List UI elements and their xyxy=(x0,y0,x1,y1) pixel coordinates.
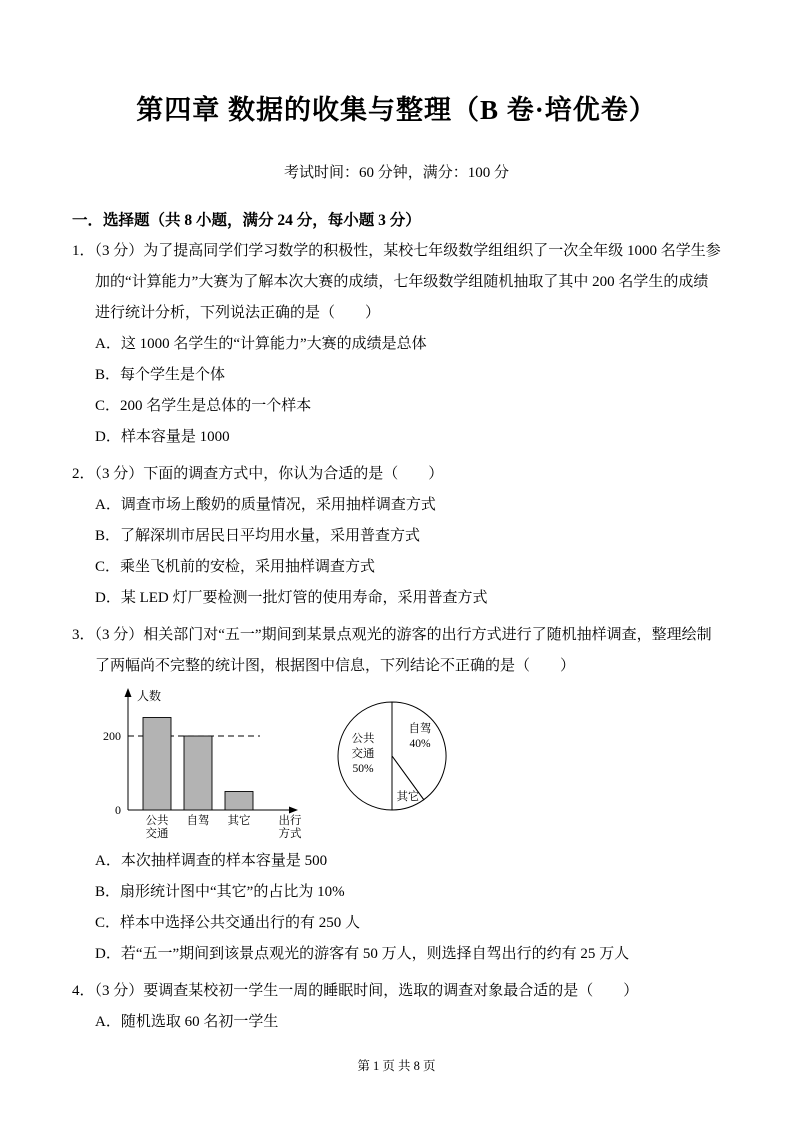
y-axis-arrow-icon xyxy=(125,688,132,697)
pie-chart xyxy=(330,692,462,820)
question-2 xyxy=(72,459,721,614)
question-2-text: 2．（3 分）下面的调查方式中，你认为合适的是（ ） xyxy=(72,466,444,482)
x-axis-title: 出行 xyxy=(278,815,302,827)
question-1-option-c: C．200 名学生是总体的一个样本 xyxy=(95,398,312,414)
document-content xyxy=(0,88,793,1038)
exam-info: 考试时间：60 分钟，满分：100 分 xyxy=(283,165,509,181)
question-3-option-c: C．样本中选择公共交通出行的有 250 人 xyxy=(95,915,361,931)
question-4 xyxy=(72,976,721,1038)
bar xyxy=(143,718,171,811)
question-1 xyxy=(72,236,721,453)
pie-slice-label: 其它 xyxy=(396,791,420,803)
bar xyxy=(184,736,212,810)
bar xyxy=(225,792,253,811)
y-tick-label: 200 xyxy=(103,729,121,743)
question-3-option-b: B．扇形统计图中“其它”的占比为 10% xyxy=(95,884,345,900)
y-axis-title: 人数 xyxy=(137,689,162,703)
bar-category-label: 自驾 xyxy=(186,815,210,827)
bar-category-label: 其它 xyxy=(227,815,251,827)
pie-slice-label: 自驾 xyxy=(408,723,432,735)
question-2-option-b: B．了解深圳市居民日平均用水量，采用普查方式 xyxy=(95,528,421,544)
pie-slice-label: 50% xyxy=(352,763,374,775)
x-axis-arrow-icon xyxy=(289,807,298,814)
origin-tick-label: 0 xyxy=(115,803,121,817)
question-1-option-b: B．每个学生是个体 xyxy=(95,367,226,383)
question-3-option-a: A．本次抽样调查的样本容量是 500 xyxy=(95,853,328,869)
question-2-option-d: D．某 LED 灯厂要检测一批灯管的使用寿命，采用普查方式 xyxy=(95,590,488,606)
pie-slice-label: 公共 xyxy=(351,733,375,745)
question-1-text: 1．（3 分）为了提高同学们学习数学的积极性，某校七年级数学组组织了一次全年级 1000 名学生参加的“计算能力”大赛为了解本次大赛的成绩，七年级数学组随机抽取了其中 200 名学生的成绩进行统计分析，下列说法正确的是（ ） xyxy=(72,243,721,321)
x-axis-title: 方式 xyxy=(278,828,302,840)
question-3-option-d: D．若“五一”期间到该景点观光的游客有 50 万人，则选择自驾出行的约有 25 万人 xyxy=(95,946,630,962)
pie-slice-label: 交通 xyxy=(351,748,375,760)
page-title: 第四章 数据的收集与整理（B 卷·培优卷） xyxy=(136,95,657,125)
bar-chart xyxy=(88,686,314,844)
page-footer: 第 1 页 共 8 页 xyxy=(357,1059,436,1073)
question-1-option-a: A．这 1000 名学生的“计算能力”大赛的成绩是总体 xyxy=(95,336,427,352)
bar-category-label: 公共 xyxy=(145,815,169,827)
pie-slice-label: 40% xyxy=(409,738,431,750)
question-3 xyxy=(72,620,721,970)
question-4-option-a: A．随机选取 60 名初一学生 xyxy=(95,1014,279,1030)
section-heading: 一．选择题（共 8 小题，满分 24 分，每小题 3 分） xyxy=(72,212,421,229)
question-3-figures xyxy=(88,686,721,844)
question-4-text: 4．（3 分）要调查某校初一学生一周的睡眠时间，选取的调查对象最合适的是（ ） xyxy=(72,983,639,999)
question-2-option-c: C．乘坐飞机前的安检，采用抽样调查方式 xyxy=(95,559,376,575)
question-1-option-d: D．样本容量是 1000 xyxy=(95,429,230,445)
question-3-text: 3．（3 分）相关部门对“五一”期间到某景点观光的游客的出行方式进行了随机抽样调查，整理绘制了两幅尚不完整的统计图，根据图中信息，下列结论不正确的是（ ） xyxy=(72,627,712,674)
bar-category-label: 交通 xyxy=(145,828,169,840)
question-2-option-a: A．调查市场上酸奶的质量情况，采用抽样调查方式 xyxy=(95,497,436,513)
